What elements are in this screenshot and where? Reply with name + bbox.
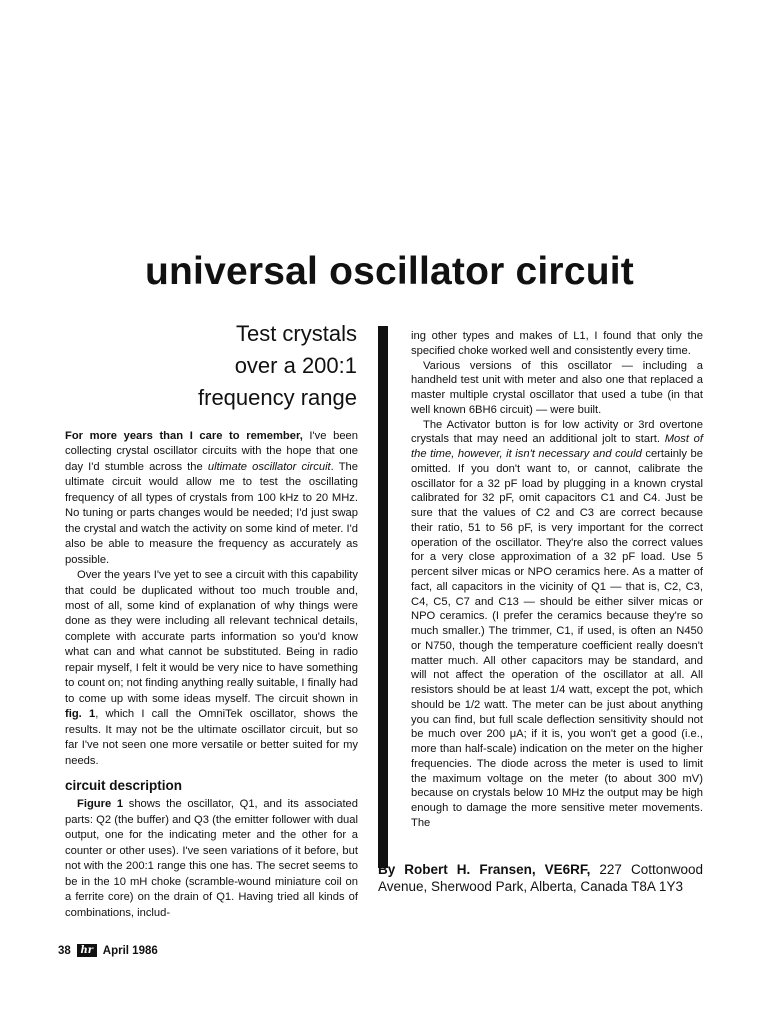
- intro-paragraph: [65, 429, 358, 568]
- right-paragraph-3-emphasis: Most of the time, however, it isn't necessary and could: [411, 433, 703, 460]
- paragraph-2: [65, 568, 358, 769]
- intro-text-a: I've been collecting crystal oscillator circuits with the hope that one day I'd stumble across the: [65, 430, 358, 473]
- figure-reference: fig. 1: [65, 708, 96, 721]
- paragraph-2-text-a: Over the years I've yet to see a circuit with this capability that could be duplicated without too much trouble and, most of all, some kind of explanation of why things were done as they were including all relevant technical details, complete with accurate parts information so you'd know what can and what cannot be substituted. Being in radio repair myself, I felt it would be very nice to have something to count on; not finding anything really suitable, I finally had to come up with some ideas myself. The circuit shown in: [65, 569, 358, 705]
- right-paragraph-3-text-a: The Activator button is for low activity or 3rd overtone crystals that may need an additional jolt to start.: [411, 418, 703, 446]
- author-name: By Robert H. Fransen, VE6RF,: [378, 862, 591, 877]
- intro-emphasis: ultimate oscillator circuit: [207, 460, 331, 473]
- subtitle-line-2: over a 200:1: [234, 353, 357, 378]
- column-divider-bar: [378, 326, 388, 868]
- paragraph-3: [65, 797, 358, 921]
- subtitle-line-3: frequency range: [198, 385, 357, 410]
- figure-1-reference: Figure 1: [77, 798, 124, 811]
- paragraph-2-text-b: , which I call the OmniTek oscillator, shows the results. It may not be the ultimate oscillator circuit, but so far I've not seen one more versatile or better suited for my needs.: [65, 708, 358, 767]
- right-paragraph-3-text-b: certainly be omitted. If you don't want to, or cannot, calibrate the oscillator for a 32 pF load by plugging in a known crystal calibrated for 32 pF, omit capacitors C1 and C4. Just be sure that the values of C2 and C3 are correct because their ratio, 51 to 56 pF, is very important for the correct operation of the oscillator. They're also the correct values for a very close approximation of a 32 pF load. Use 5 percent silver micas or NPO ceramics here. As a matter of fact, all capacitors in the vicinity of Q1 — that is, C2, C3, C4, C5, C7 and C13 — should be either silver micas or NPO ceramics. (I prefer the ceramics because they're so much smaller.) The trimmer, C1, if used, is often an N450 or N750, though the temperature coefficient really doesn't matter much. All other capacitors may be standard, and will not affect the operation of the oscillator at all. All resistors should be at least 1/4 watt, except the pot, which should be 1/2 watt. The meter can be just about anything you can find, but full scale deflection sensitivity should not be much over 200 μA; if it is, you won't get a good (i.e., more than half-scale) indication on the meter on the higher frequencies. The diode across the meter is used to limit the maximum voltage on the meter (to about 300 mV) because on crystals below 10 MHz the output may be high enough to damage the more sensitive meter movements. The: [411, 448, 703, 829]
- subtitle-line-1: Test crystals: [235, 321, 357, 346]
- paragraph-3-text: shows the oscillator, Q1, and its associated parts: Q2 (the buffer) and Q3 (the emitter follower with dual output, one for the indicating meter and the other for a counter or other uses). I've seen variations of it before, but not with the 200:1 range this one has. The secret seems to be in the 10 mH choke (scramble-wound miniature coil on a ferrite core) on the drain of Q1. Having tried all kinds of combinations, includ-: [65, 798, 358, 919]
- right-paragraph-2: Various versions of this oscillator — including a handheld test unit with meter and also one that replaced a master multiple crystal oscillator that used a tube (in that well known 6BH6 circuit) — were built.: [411, 359, 703, 416]
- right-paragraph-1: ing other types and makes of L1, I found that only the specified choke worked well and consistently every time.: [411, 330, 703, 357]
- author-address: 227 Cottonwood Avenue, Sherwood Park, Alberta, Canada T8A 1Y3: [378, 862, 704, 894]
- section-heading: circuit description: [65, 777, 183, 793]
- article-subtitle: [150, 318, 357, 414]
- page-number: 38: [58, 944, 71, 957]
- author-byline: [378, 862, 703, 895]
- issue-date: April 1986: [102, 944, 158, 957]
- intro-text-b: . The ultimate circuit would allow me to test the oscillating frequency of all types of crystals from 100 kHz to 20 MHz. No tuning or parts changes would be needed; I'd just swap the crystal and watch the activity on some kind of meter. I'd also be able to measure the frequency as accurately as possible.: [65, 460, 358, 566]
- article-title: universal oscillator circuit: [145, 250, 634, 293]
- right-paragraph-3: [411, 418, 703, 831]
- magazine-logo-icon: hr: [77, 944, 97, 957]
- page-footer: [58, 944, 158, 957]
- left-column: [65, 429, 358, 921]
- intro-lead: For more years than I care to remember,: [65, 430, 303, 442]
- right-column: [411, 329, 703, 831]
